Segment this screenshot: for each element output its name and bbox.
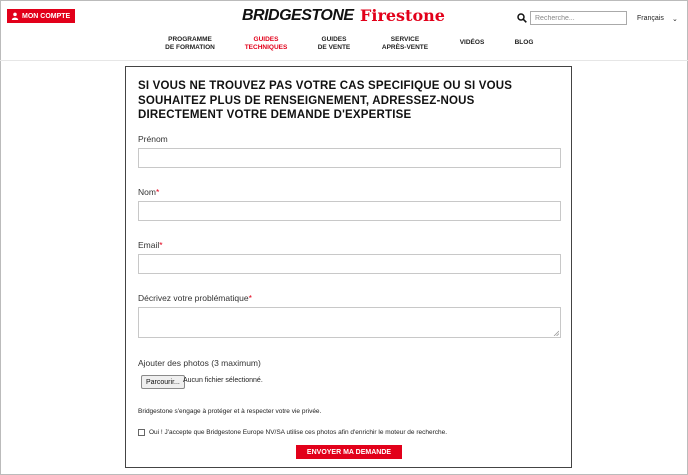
main-nav: [0, 36, 688, 56]
first-name-field[interactable]: [138, 148, 561, 168]
submit-label: ENVOYER MA DEMANDE: [306, 448, 392, 456]
search-icon[interactable]: [517, 13, 527, 23]
consent-checkbox[interactable]: [138, 429, 145, 436]
nav-item-programme-formation[interactable]: [165, 36, 215, 52]
account-label: MON COMPTE: [22, 12, 71, 20]
problem-textarea[interactable]: [138, 307, 561, 338]
nav-line: DE FORMATION: [165, 44, 215, 51]
search-input[interactable]: [530, 11, 627, 25]
firestone-logo-text: Firestone: [360, 6, 445, 25]
resize-grip-icon[interactable]: [553, 330, 559, 336]
nav-item-guides-techniques[interactable]: [245, 36, 288, 52]
email-field[interactable]: [138, 254, 561, 274]
nav-line: PROGRAMME: [168, 36, 212, 43]
file-status: Aucun fichier sélectionné.: [183, 377, 263, 384]
submit-button[interactable]: [296, 445, 402, 459]
consent-text: Oui ! J'accepte que Bridgestone Europe NV/SA utilise ces photos afin d'enrichir le moteur de recherche.: [149, 429, 448, 436]
required-mark: *: [248, 293, 252, 303]
nav-item-videos[interactable]: [460, 39, 485, 47]
user-icon: [11, 12, 19, 20]
last-name-label-text: Nom: [138, 187, 156, 197]
bridgestone-logo[interactable]: [242, 7, 354, 25]
photos-label: Ajouter des photos (3 maximum): [138, 358, 261, 368]
nav-line: GUIDES: [321, 36, 347, 43]
required-mark: *: [155, 187, 160, 197]
firestone-logo[interactable]: [360, 6, 445, 25]
nav-line: BLOG: [514, 39, 534, 46]
required-mark: *: [159, 240, 163, 250]
nav-line: TECHNIQUES: [244, 44, 288, 51]
nav-line: GUIDES: [253, 36, 279, 43]
bridgestone-logo-text: BRIDGESTONE: [242, 7, 354, 24]
email-label: [138, 240, 163, 250]
nav-item-service-apres-vente[interactable]: [382, 36, 428, 52]
email-label-text: Email: [138, 240, 160, 250]
last-name-label: [138, 187, 159, 197]
last-name-field[interactable]: [138, 201, 561, 221]
language-select[interactable]: Français: [637, 15, 664, 22]
nav-line: SERVICE: [390, 36, 420, 43]
chevron-down-icon[interactable]: ⌄: [672, 16, 678, 23]
first-name-label: [138, 134, 168, 144]
browse-label: Parcourir...: [146, 378, 180, 386]
nav-item-guides-vente[interactable]: [318, 36, 351, 52]
header-divider: [0, 60, 688, 61]
problem-label-text: Décrivez votre problématique: [138, 293, 249, 303]
problem-label: [138, 293, 252, 303]
nav-line: APRÈS-VENTE: [381, 44, 429, 51]
privacy-text: Bridgestone s'engage à protéger et à respecter votre vie privée.: [138, 408, 322, 415]
nav-line: DE VENTE: [317, 44, 351, 51]
nav-line: VIDÉOS: [459, 39, 485, 46]
first-name-label-text: Prénom: [138, 134, 168, 144]
account-button[interactable]: [7, 9, 75, 23]
browse-button[interactable]: [141, 375, 185, 389]
nav-item-blog[interactable]: [515, 39, 534, 47]
form-title: SI VOUS NE TROUVEZ PAS VOTRE CAS SPECIFIQUE OU SI VOUS SOUHAITEZ PLUS DE RENSEIGNEMENT, ADRESSEZ-NOUS DIRECTEMENT VOTRE DEMANDE D'EXPERTISE: [138, 80, 513, 121]
expertise-form: [125, 66, 572, 468]
